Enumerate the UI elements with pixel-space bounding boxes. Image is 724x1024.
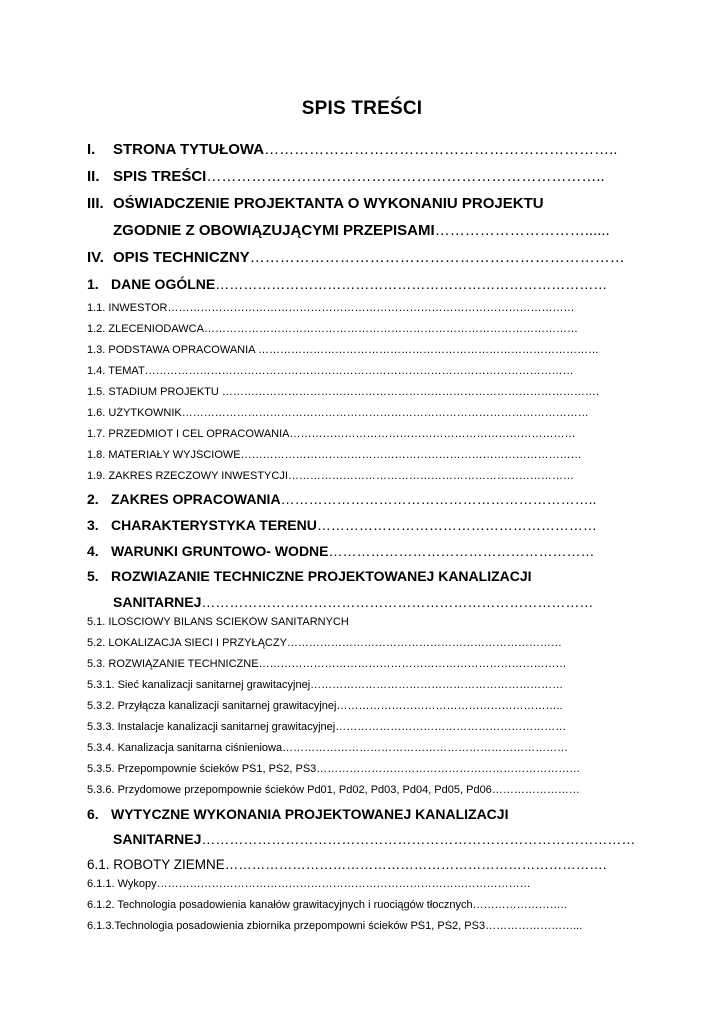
toc-entry [87, 386, 639, 399]
toc-entry-text: ZAKRES OPRACOWANIA [111, 491, 281, 507]
toc-entry-text: 1.2. ZLECENIODAWCA [87, 323, 204, 335]
toc-entry [87, 517, 639, 534]
toc-entry-text: 5.1. ILOŚCIOWY BILANS ŚCIEKÓW SANITARNYCH [87, 616, 349, 628]
toc-entry [87, 168, 639, 186]
toc-entry [87, 637, 639, 650]
toc-entry-text: 6.1.3.Technologia posadowienia zbiornika przepompowni ścieków PŚ1, PŚ2, PŚ3 [87, 920, 486, 932]
toc-entry [87, 428, 639, 441]
toc-entry [87, 878, 639, 891]
toc-entry [87, 594, 665, 611]
toc-entry-leader: ………………………………………………………………………… [215, 276, 608, 292]
toc-entry [87, 323, 639, 336]
toc-entry-leader: ………………………………………………………………………………… [257, 344, 599, 356]
toc-entry-number: 6. [87, 806, 99, 822]
toc-entry-text: 1.3. PODSTAWA OPRACOWANIA [87, 344, 258, 356]
toc-entry-text: 5.3.6. Przydomowe przepompownie ścieków Pd01, Pd02, Pd03, Pd04, Pd05, Pd06 [87, 784, 492, 796]
toc-entry-leader: …………………………………………………………………… [289, 428, 576, 440]
toc-entry [87, 857, 639, 873]
toc-entry-text: 6.1.1. Wykopy [87, 878, 157, 890]
toc-entry [87, 365, 639, 378]
toc-entry-leader: …………………………………………………………………… [282, 742, 569, 754]
toc-entry-text: 1.9. ZAKRES RZECZOWY INWESTYCJI [87, 470, 288, 482]
toc-entry [87, 721, 639, 734]
toc-entry-text: 5.3.3. Instalacje kanalizacji sanitarnej grawitacyjnej [87, 721, 336, 733]
toc-entry-leader: ………………………………………………………………………………………… [203, 323, 578, 335]
toc-entry-text: 5.3.2. Przyłącza kanalizacji sanitarnej grawitacyjnej [87, 700, 337, 712]
toc-entry-leader: …………………………………………………….. [336, 700, 563, 712]
toc-entry-text: 6.1. ROBOTY ZIEMNE [87, 857, 225, 872]
toc-entry-text: 5.3.1. Sieć kanalizacji sanitarnej grawitacyjnej [87, 679, 311, 691]
toc-entry-text: SANITARNEJ [113, 594, 202, 610]
toc-entry-text: 6.1.2. Technologia posadowienia kanałów grawitacyjnych i ruociągów tłocznych [87, 899, 473, 911]
toc-entry-leader: …………………………………………………………………… [287, 470, 574, 482]
toc-entry-leader: ……………………... [485, 920, 583, 932]
toc-entry [87, 831, 665, 848]
toc-entry-number: 2. [87, 491, 99, 507]
toc-entry [87, 195, 639, 213]
toc-entry [87, 679, 639, 692]
toc-entry [87, 899, 639, 912]
toc-entry-leader: ……………………………………………………………………………………………………… [144, 365, 574, 377]
toc-entry-leader: ………………………………………………………………………… [201, 594, 594, 610]
toc-entry [87, 543, 639, 560]
toc-entry-text: 1.6. UŻYTKOWNIK [87, 407, 182, 419]
toc-entry-number: I. [87, 141, 96, 158]
toc-entry-text: CHARAKTERYSTYKA TERENU [111, 517, 317, 533]
toc-entry-leader: …………………….. [472, 899, 567, 911]
toc-entry-text: 5.3.5. Przepompownie ścieków PŚ1, PŚ2, PŚ3 [87, 763, 317, 775]
toc-entry-leader: ………………………………………………………….. [280, 491, 597, 507]
toc-entry-number: II. [87, 168, 100, 185]
toc-entry [87, 742, 639, 755]
toc-entry-text: SANITARNEJ [113, 831, 202, 847]
toc-entry [87, 407, 639, 420]
toc-entry-leader: …………………………………………………………………….. [206, 168, 605, 185]
toc-entry [87, 784, 639, 797]
toc-entry [87, 276, 639, 293]
toc-entry-leader: ………………………………………………………………………… [258, 658, 567, 670]
toc-entry-text: 1.4. TEMAT [87, 365, 145, 377]
toc-entry [87, 449, 639, 462]
toc-entry-leader: …………………………………………………………….. [264, 141, 618, 158]
toc-entry-text: SPIS TREŚCI [113, 168, 207, 185]
toc-entry-text: ROZWIAZANIE TECHNICZNE PROJEKTOWANEJ KANALIZACJI [111, 568, 532, 584]
toc-entry-leader: …………………………………………………………… [310, 679, 564, 691]
toc-entry-leader: ………………………………………………………………………………………………… [167, 302, 575, 314]
toc-entry-text: OPIS TECHNICZNY [113, 249, 250, 266]
toc-entry [87, 568, 639, 585]
toc-entry-text: 5.3.4. Kanalizacja sanitarna ciśnieniowa [87, 742, 283, 754]
toc-entry-text: WYTYCZNE WYKONANIA PROJEKTOWANEJ KANALIZACJI [111, 806, 509, 822]
toc-entry [87, 920, 639, 933]
toc-entry [87, 470, 639, 483]
toc-entry [87, 344, 639, 357]
toc-entry [87, 763, 639, 776]
toc-entry-number: 4. [87, 543, 99, 559]
toc-entry [87, 491, 639, 508]
toc-entry-text: 1.8. MATERIAŁY WYJŚCIOWE [87, 449, 241, 461]
toc-entry-number: 5. [87, 568, 99, 584]
toc-entry-leader: ………………………………………………………………………………… [201, 831, 636, 847]
toc-entry-leader: ………………………………………………………………… [286, 637, 562, 649]
toc-entry-leader: ………………………………………………………………………………………… [156, 878, 531, 890]
toc-entry-number: IV. [87, 249, 104, 266]
toc-entry-text: STRONA TYTUŁOWA [113, 141, 265, 158]
toc-entry-leader: ………………………………………………………………………………… [240, 449, 582, 461]
toc-entry [87, 806, 639, 823]
toc-entry-text: ZGODNIE Z OBOWIĄZUJĄCYMI PRZEPISAMI [113, 222, 435, 239]
toc-entry [87, 700, 639, 713]
toc-entry-leader: ……………………………………………………………… [316, 763, 581, 775]
toc-entry [87, 222, 665, 240]
toc-entry [87, 616, 639, 629]
toc-entry-number: 3. [87, 517, 99, 533]
toc-entry [87, 658, 639, 671]
toc-entry-text: 5.2. LOKALIZACJA SIECI I PRZYŁĄCZY [87, 637, 287, 649]
toc-entry [87, 302, 639, 315]
toc-entry-text: OŚWIADCZENIE PROJEKTANTA O WYKONANIU PROJEKTU [113, 195, 544, 212]
page-title: SPIS TREŚCI [301, 98, 423, 119]
toc-entry-text: 5.3. ROZWIĄZANIE TECHNICZNE [87, 658, 259, 670]
toc-entry-number: III. [87, 195, 104, 212]
toc-entry [87, 141, 639, 159]
toc-entry-leader: …………………………………………………………………………. [224, 857, 607, 872]
toc-entry-text: WARUNKI GRUNTOWO- WODNE [111, 543, 329, 559]
toc-entry-text: 1.5. STADIUM PROJEKTU [87, 386, 222, 398]
toc-entry-text: DANE OGÓLNE [111, 276, 216, 292]
toc-entry-text: 1.7. PRZEDMIOT I CEL OPRACOWANIA [87, 428, 290, 440]
toc-entry-number: 1. [87, 276, 99, 292]
toc-entry-leader: …………………… [491, 784, 580, 796]
toc-entry-leader: ……………………………………………………… [335, 721, 567, 733]
toc-entry-leader: ………………………………………………… [328, 543, 595, 559]
toc-entry-leader: ………………………………………………………………… [249, 249, 625, 266]
toc-entry-leader: …………………………………………………………………………………………. [221, 386, 599, 398]
toc-entry-text: 1.1. INWESTOR [87, 302, 168, 314]
toc-entry [87, 249, 639, 267]
toc-entry-leader: ………………………………………………………………………………………………… [181, 407, 589, 419]
toc-entry-leader: …………………………………………………… [316, 517, 597, 533]
toc-entry-leader: …………………………...... [434, 222, 610, 239]
